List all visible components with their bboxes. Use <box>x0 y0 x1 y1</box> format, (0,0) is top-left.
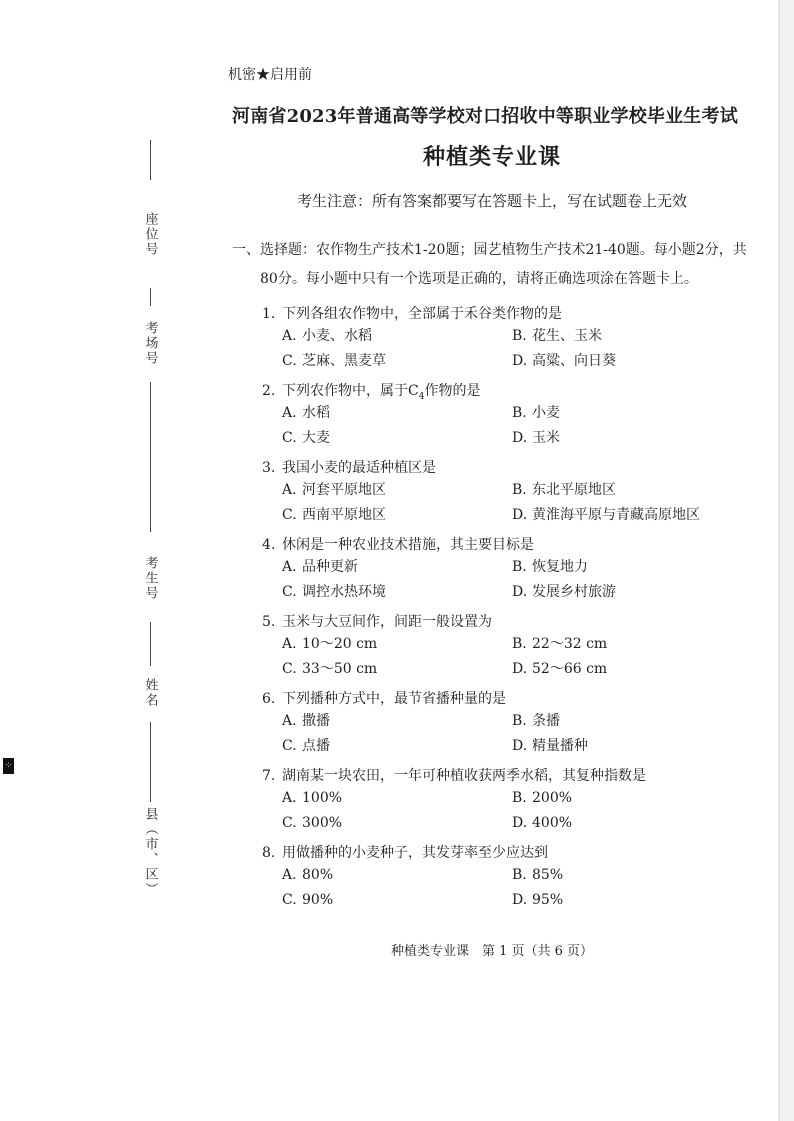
option-b: B. 恢复地力 <box>512 559 588 575</box>
option-a: A. 小麦、水稻 <box>282 328 372 344</box>
page-footer: 种植类专业课 第 1 页（共 6 页） <box>390 944 594 959</box>
option-b: B. 85% <box>512 867 564 883</box>
option-b: B. 22～32 cm <box>512 636 608 652</box>
secret-mark: 机密★启用前 <box>228 67 312 83</box>
option-b: B. 东北平原地区 <box>512 482 616 498</box>
option-c: C. 西南平原地区 <box>282 507 386 523</box>
question-stem: 湖南某一块农田，一年可种植收获两季水稻，其复种指数是 <box>282 768 646 784</box>
option-b: B. 小麦 <box>512 405 560 421</box>
student-no-label: 考生号 <box>134 538 166 618</box>
binding-line <box>150 288 151 306</box>
scan-marker-icon: ⁘ <box>3 758 14 774</box>
option-a: A. 100% <box>282 790 343 806</box>
option-d: D. 黄淮海平原与青藏高原地区 <box>512 507 700 523</box>
county-label: 县（市、区） <box>134 804 166 900</box>
question-2 <box>262 381 732 451</box>
binding-line <box>150 622 151 666</box>
question-5 <box>262 612 732 682</box>
option-c: C. 芝麻、黑麦草 <box>282 353 386 369</box>
option-d: D. 52～66 cm <box>512 661 608 677</box>
option-c: C. 300% <box>282 815 343 831</box>
name-label: 姓名 <box>134 668 166 718</box>
option-d: D. 400% <box>512 815 573 831</box>
question-stem: 下列播种方式中，最节省播种量的是 <box>282 691 506 707</box>
binding-line <box>150 382 151 532</box>
binding-strip <box>130 140 170 900</box>
question-number: 7. <box>262 768 276 784</box>
option-d: D. 精量播种 <box>512 738 588 754</box>
option-c: C. 90% <box>282 892 334 908</box>
option-d: D. 高粱、向日葵 <box>512 353 616 369</box>
question-stem: 我国小麦的最适种植区是 <box>282 460 436 476</box>
option-a: A. 河套平原地区 <box>282 482 386 498</box>
question-stem: 休闲是一种农业技术措施，其主要目标是 <box>282 537 534 553</box>
question-3 <box>262 458 732 528</box>
question-number: 6. <box>262 691 276 707</box>
question-stem: 用做播种的小麦种子，其发芽率至少应达到 <box>282 845 548 861</box>
option-a: A. 水稻 <box>282 405 330 421</box>
option-c: C. 33～50 cm <box>282 661 378 677</box>
section-intro <box>232 236 762 294</box>
question-number: 4. <box>262 537 276 553</box>
question-stem: 下列各组农作物中，全部属于禾谷类作物的是 <box>282 306 562 322</box>
option-a: A. 80% <box>282 867 334 883</box>
option-b: B. 200% <box>512 790 573 806</box>
binding-line <box>150 722 151 802</box>
question-number: 2. <box>262 383 276 399</box>
option-b: B. 花生、玉米 <box>512 328 602 344</box>
question-8 <box>262 843 732 913</box>
scan-edge-shadow <box>778 0 780 1121</box>
question-number: 8. <box>262 845 276 861</box>
exam-title: 河南省2023年普通高等学校对口招收中等职业学校毕业生考试 <box>232 106 738 127</box>
question-6 <box>262 689 732 759</box>
option-a: A. 10～20 cm <box>282 636 378 652</box>
section-intro-line1: 一、选择题：农作物生产技术1-20题；园艺植物生产技术21-40题。每小题2分，共 <box>232 242 747 258</box>
question-1 <box>262 304 732 374</box>
question-list <box>262 304 732 920</box>
question-number: 1. <box>262 306 276 322</box>
question-number: 5. <box>262 614 276 630</box>
option-b: B. 条播 <box>512 713 560 729</box>
question-4 <box>262 535 732 605</box>
subject-title: 种植类专业课 <box>422 144 561 170</box>
question-number: 3. <box>262 460 276 476</box>
option-d: D. 玉米 <box>512 430 560 446</box>
binding-line <box>150 140 151 180</box>
question-7 <box>262 766 732 836</box>
option-a: A. 品种更新 <box>282 559 358 575</box>
option-d: D. 95% <box>512 892 564 908</box>
seat-label: 座位号 <box>134 184 166 284</box>
question-stem: 下列农作物中，属于$C_4$作物的是 <box>282 383 481 402</box>
option-a: A. 撒播 <box>282 713 330 729</box>
question-stem: 玉米与大豆间作，间距一般设置为 <box>282 614 492 630</box>
option-c: C. 大麦 <box>282 430 330 446</box>
option-d: D. 发展乡村旅游 <box>512 584 616 600</box>
exam-notice: 考生注意：所有答案都要写在答题卡上，写在试题卷上无效 <box>296 192 687 210</box>
option-c: C. 点播 <box>282 738 330 754</box>
section-intro-line2: 80分。每小题中只有一个选项是正确的，请将正确选项涂在答题卡上。 <box>260 271 698 287</box>
option-c: C. 调控水热环境 <box>282 584 386 600</box>
room-label: 考场号 <box>134 308 166 378</box>
